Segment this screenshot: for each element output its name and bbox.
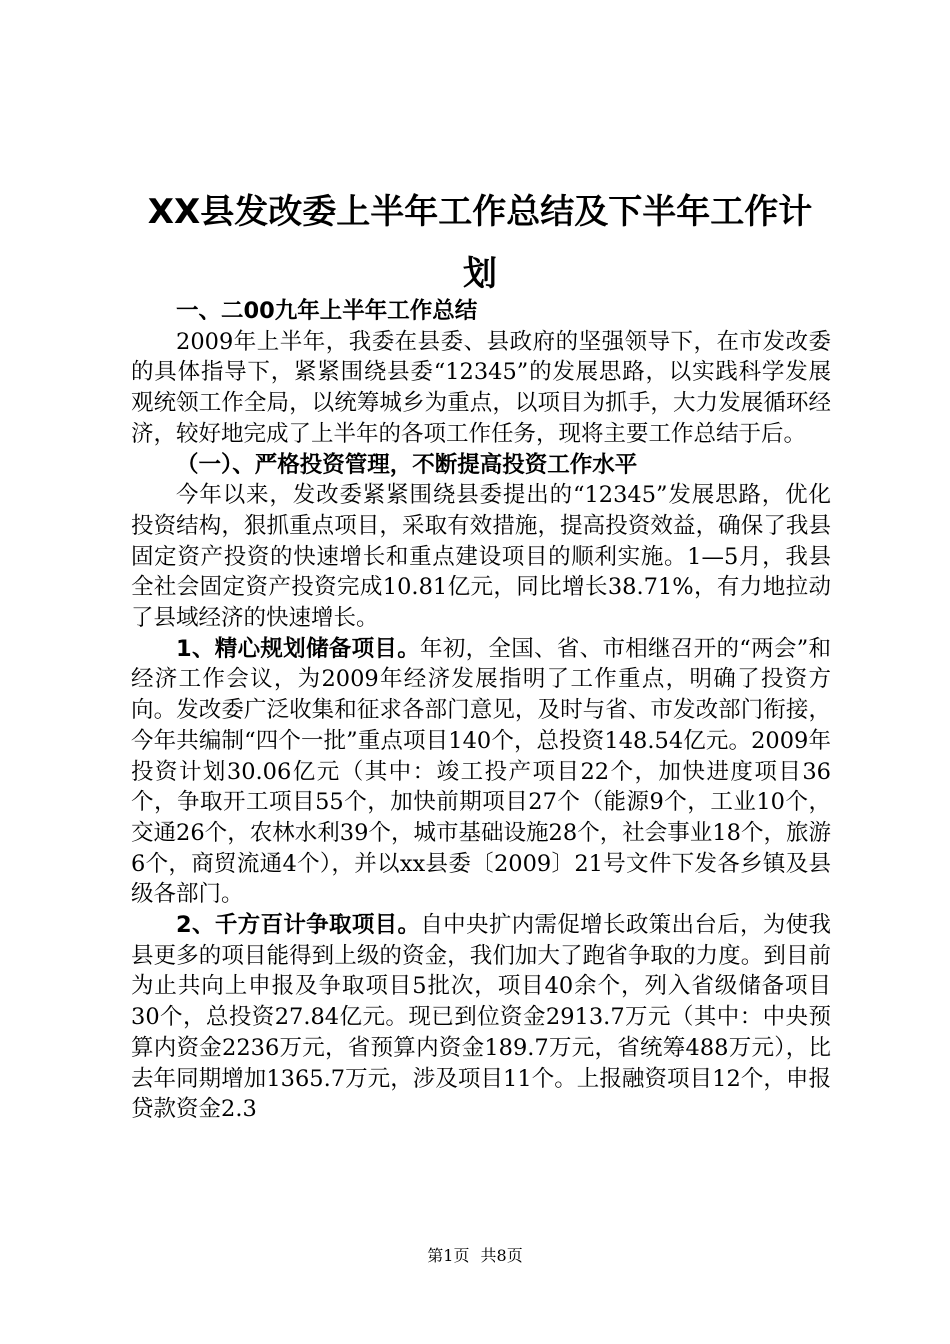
- item-1-text: 年初，全国、省、市相继召开的“两会”和经济工作会议，为2009年经济发展指明了工作重点，明确了投资方向。发改委广泛收集和征求各部门意见，及时与省、市发改部门衔接，今年共编制“四个一批”重点项目140个，总投资148.54亿元。2009年投资计划30.06亿元（其中：竣工投产项目22个，加快进度项目36个，争取开工项目55个，加快前期项目27个（能源9个，工业10个，交通26个，农林水利39个，城市基础设施28个，社会事业18个，旅游6个，商贸流通4个），并以xx县委〔2009〕21号文件下发各乡镇及县级各部门。: [131, 635, 832, 908]
- section-heading: 一、二00九年上半年工作总结: [176, 298, 478, 324]
- page-number-total: 共8页: [480, 1246, 523, 1265]
- document-title-line-2: 划: [463, 254, 497, 294]
- page-number-current: 第1页: [427, 1246, 470, 1265]
- document-title-line-1: XX县发改委上半年工作总结及下半年工作计: [147, 192, 813, 232]
- item-1-lead: 1、精心规划储备项目。: [176, 635, 421, 662]
- item-1-paragraph: [131, 634, 831, 910]
- subsection-paragraph: 今年以来，发改委紧紧围绕县委提出的“12345”发展思路，优化投资结构，狠抓重点项目，采取有效措施，提高投资效益，确保了我县固定资产投资的快速增长和重点建设项目的顺利实施。1—5月，我县全社会固定资产投资完成10.81亿元，同比增长38.71%，有力地拉动了县域经济的快速增长。: [131, 482, 831, 632]
- page-footer: [0, 1245, 950, 1267]
- item-2-paragraph: [131, 910, 831, 1125]
- item-2-text: 自中央扩内需促增长政策出台后，为使我县更多的项目能得到上级的资金，我们加大了跑省争取的力度。到目前为止共向上申报及争取项目5批次，项目40余个，列入省级储备项目30个，总投资27.84亿元。现已到位资金2913.7万元（其中：中央预算内资金2236万元，省预算内资金189.7万元，省统筹488万元），比去年同期增加1365.7万元，涉及项目11个。上报融资项目12个，申报贷款资金2.3: [131, 912, 831, 1123]
- subsection-heading: （一）、严格投资管理，不断提高投资工作水平: [176, 451, 638, 478]
- document-body: [131, 296, 831, 1125]
- intro-paragraph: 2009年上半年，我委在县委、县政府的坚强领导下，在市发改委的具体指导下，紧紧围绕县委“12345”的发展思路，以实践科学发展观统领工作全局，以统筹城乡为重点，以项目为抓手，大力发展循环经济，较好地完成了上半年的各项工作任务，现将主要工作总结于后。: [131, 328, 831, 447]
- item-2-lead: 2、千方百计争取项目。: [176, 912, 421, 939]
